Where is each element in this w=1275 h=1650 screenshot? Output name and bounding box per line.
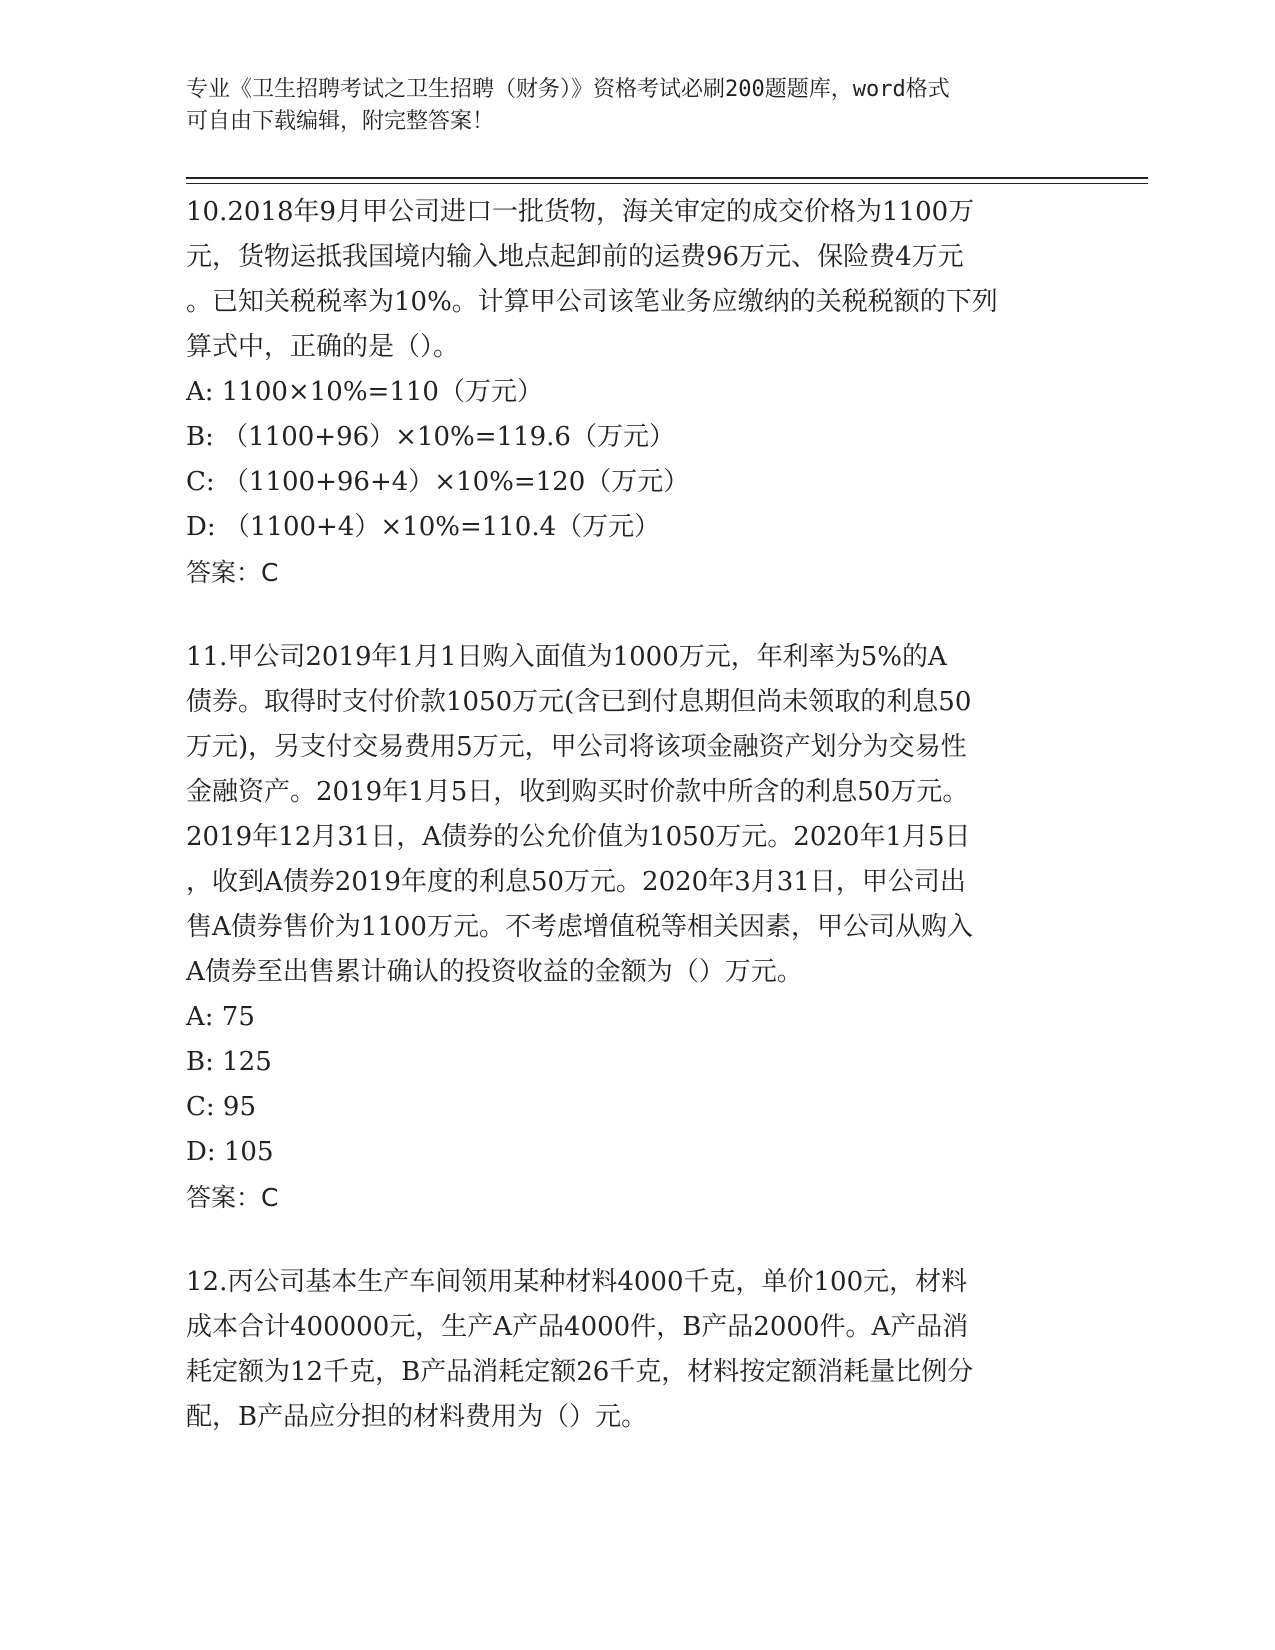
option-c: C: 95 (186, 1092, 257, 1122)
option-c: C: （1100+96+4）×10%=120（万元） (186, 467, 690, 497)
question-11 (186, 635, 1086, 1220)
option-b: B: （1100+96）×10%=119.6（万元） (186, 422, 675, 452)
question-text-line: 配，B产品应分担的材料费用为（）元。 (186, 1402, 648, 1432)
question-text-line: A债券至出售累计确认的投资收益的金额为（）万元。 (186, 957, 803, 987)
question-10 (186, 190, 1086, 595)
question-text-line: 元，货物运抵我国境内输入地点起卸前的运费96万元、保险费4万元 (186, 242, 964, 272)
option-d: D: （1100+4）×10%=110.4（万元） (186, 512, 661, 542)
question-text-line: 。已知关税税率为10%。计算甲公司该笔业务应缴纳的关税税额的下列 (186, 287, 998, 317)
header-divider-thin (186, 183, 1148, 184)
header-divider-thick (186, 177, 1148, 179)
header-title-line-2: 可自由下载编辑，附完整答案！ (186, 109, 495, 134)
question-list (186, 190, 1086, 1480)
question-text-line: 万元)，另支付交易费用5万元，甲公司将该项金融资产划分为交易性 (186, 732, 967, 762)
question-text-line: 耗定额为12千克，B产品消耗定额26千克，材料按定额消耗量比例分 (186, 1357, 974, 1387)
question-text-line: 金融资产。2019年1月5日，收到购买时价款中所含的利息50万元。 (186, 777, 969, 807)
header-title-line-1: 专业《卫生招聘考试之卫生招聘（财务）》资格考试必刷200题题库，word格式 (186, 77, 950, 102)
question-text-line: ，收到A债券2019年度的利息50万元。2020年3月31日，甲公司出 (186, 867, 966, 897)
question-12 (186, 1260, 1086, 1440)
question-text-line: 12.丙公司基本生产车间领用某种材料4000千克，单价100元，材料 (186, 1267, 968, 1297)
question-text-line: 2019年12月31日，A债券的公允价值为1050万元。2020年1月5日 (186, 822, 971, 852)
question-text-line: 成本合计400000元，生产A产品4000件，B产品2000件。A产品消 (186, 1312, 969, 1342)
answer-line: 答案：C (186, 558, 279, 587)
question-text-line: 售A债券售价为1100万元。不考虑增值税等相关因素，甲公司从购入 (186, 912, 973, 942)
question-text-line: 10.2018年9月甲公司进口一批货物，海关审定的成交价格为1100万 (186, 197, 975, 227)
question-text-line: 债券。取得时支付价款1050万元(含已到付息期但尚未领取的利息50 (186, 687, 972, 717)
option-a: A: 1100×10%=110（万元） (186, 377, 543, 407)
option-a: A: 75 (186, 1002, 255, 1032)
question-text-line: 11.甲公司2019年1月1日购入面值为1000万元，年利率为5%的A (186, 642, 947, 672)
question-text-line: 算式中，正确的是（）。 (186, 332, 460, 362)
answer-line: 答案：C (186, 1183, 279, 1212)
option-b: B: 125 (186, 1047, 272, 1077)
document-header (186, 74, 1066, 138)
option-d: D: 105 (186, 1137, 274, 1167)
